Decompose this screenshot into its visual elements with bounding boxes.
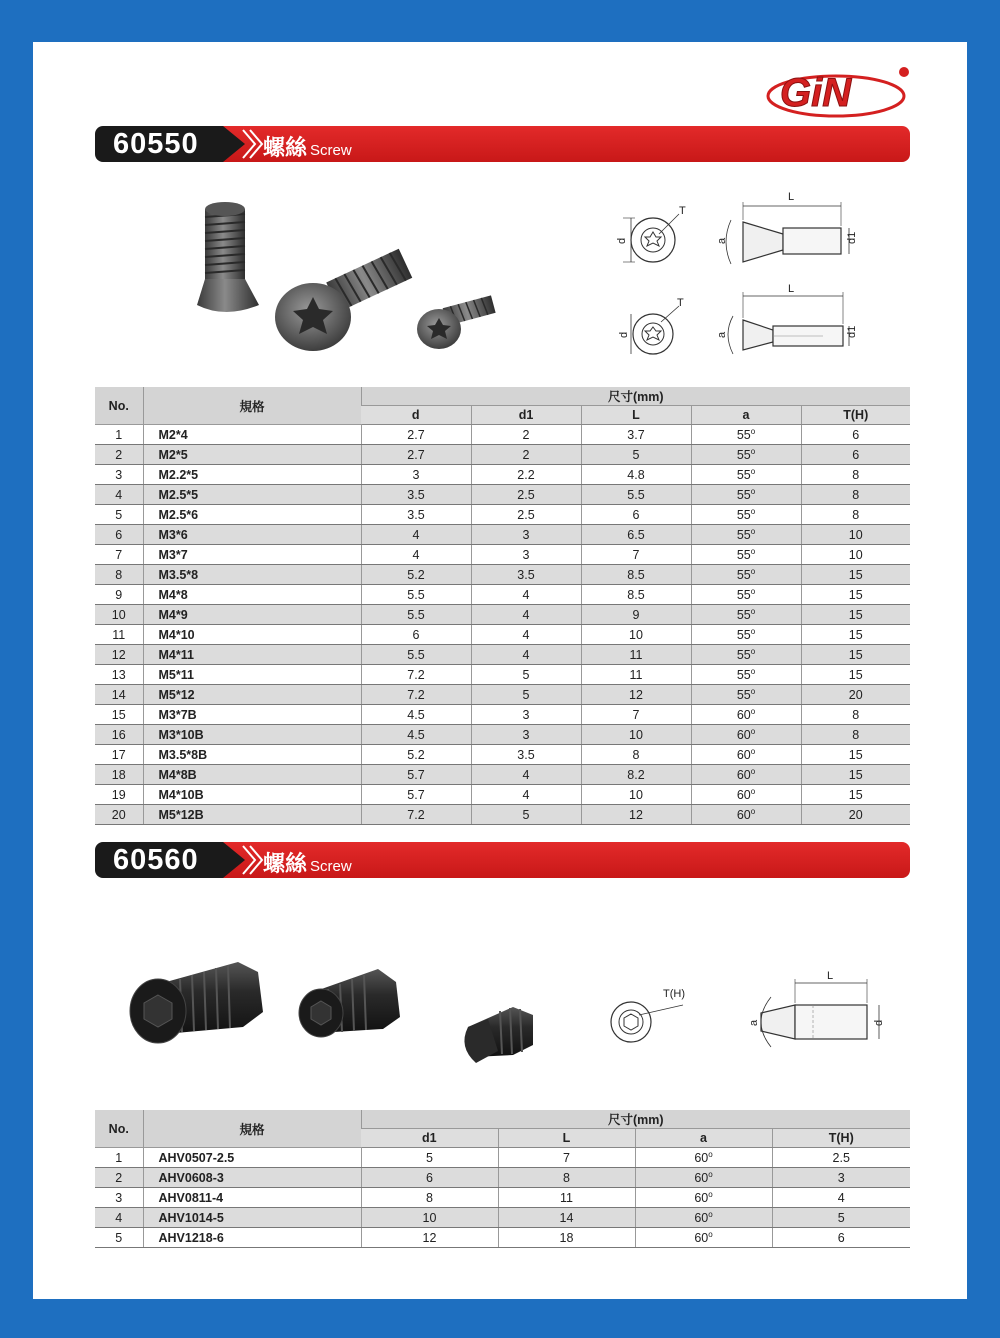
value-cell: 14 <box>498 1208 635 1228</box>
value-cell: 5 <box>581 445 691 465</box>
spec-cell: AHV1014-5 <box>143 1208 361 1228</box>
col-dimensions: 尺寸(mm) <box>361 1110 910 1129</box>
degree-symbol: o <box>750 726 756 736</box>
col-d1: d1 <box>471 406 581 425</box>
spec-table-60560 <box>95 1110 910 1248</box>
chevron-arrow-icon <box>241 126 265 162</box>
row-number: 13 <box>95 665 143 685</box>
value-cell: 4.8 <box>581 465 691 485</box>
table-row <box>95 705 910 725</box>
svg-text:a: a <box>716 237 728 244</box>
row-number: 2 <box>95 1168 143 1188</box>
angle-cell: 55$^o$ <box>691 605 801 625</box>
row-number: 19 <box>95 785 143 805</box>
value-cell: 9 <box>581 605 691 625</box>
value-cell: 4.5 <box>361 705 471 725</box>
row-number: 5 <box>95 505 143 525</box>
spec-cell: M2.2*5 <box>143 465 361 485</box>
value-cell: 15 <box>801 645 910 665</box>
table-row <box>95 465 910 485</box>
degree-symbol: o <box>708 1209 713 1219</box>
svg-text:d: d <box>618 331 630 338</box>
spec-cell: M4*10 <box>143 625 361 645</box>
svg-text:a: a <box>716 331 728 338</box>
screw-dimension-drawing <box>613 182 858 362</box>
spec-cell: M2*4 <box>143 425 361 445</box>
table-row <box>95 805 910 825</box>
svg-text:L: L <box>788 191 795 203</box>
value-cell: 8.2 <box>581 765 691 785</box>
value-cell: 3 <box>471 545 581 565</box>
col-a: a <box>691 406 801 425</box>
angle-cell: 55$^o$ <box>691 525 801 545</box>
row-number: 5 <box>95 1228 143 1248</box>
value-cell: 6 <box>772 1228 910 1248</box>
value-cell: 4 <box>471 645 581 665</box>
row-number: 3 <box>95 1188 143 1208</box>
spec-cell: M4*8 <box>143 585 361 605</box>
table-row <box>95 785 910 805</box>
value-cell: 3 <box>772 1168 910 1188</box>
degree-symbol: o <box>750 806 756 816</box>
col-a: a <box>635 1129 772 1148</box>
logo-text: GiN <box>780 71 852 115</box>
angle-cell: 60$^o$ <box>691 805 801 825</box>
value-cell: 6 <box>361 1168 498 1188</box>
degree-symbol: o <box>750 586 756 596</box>
row-number: 1 <box>95 1148 143 1168</box>
value-cell: 15 <box>801 785 910 805</box>
degree-symbol: o <box>750 766 756 776</box>
angle-cell: 55$^o$ <box>691 565 801 585</box>
angle-cell: 60$^o$ <box>691 745 801 765</box>
value-cell: 10 <box>361 1208 498 1228</box>
value-cell: 5.7 <box>361 785 471 805</box>
col-TH: T(H) <box>772 1129 910 1148</box>
value-cell: 5 <box>471 665 581 685</box>
spec-cell: AHV0608-3 <box>143 1168 361 1188</box>
value-cell: 15 <box>801 585 910 605</box>
table-row <box>95 1168 910 1188</box>
table-row <box>95 745 910 765</box>
value-cell: 10 <box>801 545 910 565</box>
table-row <box>95 445 910 465</box>
spec-cell: M2.5*5 <box>143 485 361 505</box>
svg-text:d: d <box>873 1019 885 1026</box>
value-cell: 18 <box>498 1228 635 1248</box>
value-cell: 4 <box>471 585 581 605</box>
value-cell: 8.5 <box>581 585 691 605</box>
set-screw-dimension-drawing <box>603 967 883 1067</box>
value-cell: 10 <box>581 725 691 745</box>
value-cell: 4.5 <box>361 725 471 745</box>
table-row <box>95 1228 910 1248</box>
row-number: 17 <box>95 745 143 765</box>
angle-cell: 60$^o$ <box>691 705 801 725</box>
torx-screws-photo <box>183 187 483 367</box>
value-cell: 7.2 <box>361 665 471 685</box>
degree-symbol: o <box>708 1169 713 1179</box>
angle-cell: 55$^o$ <box>691 505 801 525</box>
row-number: 8 <box>95 565 143 585</box>
col-no: No. <box>95 1110 143 1148</box>
row-number: 16 <box>95 725 143 745</box>
value-cell: 15 <box>801 665 910 685</box>
value-cell: 5.5 <box>361 585 471 605</box>
value-cell: 15 <box>801 745 910 765</box>
value-cell: 7.2 <box>361 805 471 825</box>
degree-symbol: o <box>750 666 756 676</box>
chevron-arrow-icon <box>241 842 265 878</box>
value-cell: 4 <box>471 625 581 645</box>
degree-symbol: o <box>750 686 756 696</box>
table-row <box>95 545 910 565</box>
value-cell: 3.5 <box>361 505 471 525</box>
value-cell: 5 <box>471 685 581 705</box>
degree-symbol: o <box>750 626 756 636</box>
value-cell: 2.5 <box>471 485 581 505</box>
value-cell: 8.5 <box>581 565 691 585</box>
value-cell: 7.2 <box>361 685 471 705</box>
table-row <box>95 665 910 685</box>
svg-text:d1: d1 <box>846 325 858 338</box>
angle-cell: 55$^o$ <box>691 425 801 445</box>
value-cell: 6 <box>801 425 910 445</box>
spec-cell: M4*10B <box>143 785 361 805</box>
title-en: Screw <box>310 858 352 875</box>
catalog-page <box>33 42 967 1299</box>
degree-symbol: o <box>750 526 756 536</box>
angle-cell: 55$^o$ <box>691 645 801 665</box>
spec-cell: M4*8B <box>143 765 361 785</box>
value-cell: 15 <box>801 565 910 585</box>
spec-cell: AHV1218-6 <box>143 1228 361 1248</box>
row-number: 15 <box>95 705 143 725</box>
row-number: 2 <box>95 445 143 465</box>
value-cell: 7 <box>498 1148 635 1168</box>
svg-text:a: a <box>748 1019 760 1026</box>
value-cell: 3.5 <box>471 745 581 765</box>
degree-symbol: o <box>750 746 756 756</box>
degree-symbol: o <box>750 566 756 576</box>
angle-cell: 55$^o$ <box>691 485 801 505</box>
value-cell: 2.5 <box>772 1148 910 1168</box>
table-row <box>95 1188 910 1208</box>
angle-cell: 55$^o$ <box>691 445 801 465</box>
table-row <box>95 685 910 705</box>
row-number: 18 <box>95 765 143 785</box>
degree-symbol: o <box>750 786 756 796</box>
value-cell: 2.7 <box>361 445 471 465</box>
degree-symbol: o <box>750 486 756 496</box>
angle-cell: 55$^o$ <box>691 585 801 605</box>
spec-cell: M5*12 <box>143 685 361 705</box>
value-cell: 2.5 <box>471 505 581 525</box>
degree-symbol: o <box>750 706 756 716</box>
row-number: 6 <box>95 525 143 545</box>
table-row <box>95 625 910 645</box>
value-cell: 5.2 <box>361 565 471 585</box>
spec-cell: M4*9 <box>143 605 361 625</box>
spec-cell: M3*6 <box>143 525 361 545</box>
table-row <box>95 565 910 585</box>
row-number: 3 <box>95 465 143 485</box>
svg-text:L: L <box>788 283 795 295</box>
table-row <box>95 525 910 545</box>
value-cell: 3 <box>361 465 471 485</box>
value-cell: 5.7 <box>361 765 471 785</box>
col-d: d <box>361 406 471 425</box>
value-cell: 5.5 <box>361 605 471 625</box>
value-cell: 4 <box>471 765 581 785</box>
degree-symbol: o <box>750 466 756 476</box>
value-cell: 15 <box>801 765 910 785</box>
angle-cell: 55$^o$ <box>691 685 801 705</box>
value-cell: 15 <box>801 625 910 645</box>
col-spec: 規格 <box>143 387 361 425</box>
value-cell: 4 <box>361 545 471 565</box>
angle-cell: 60$^o$ <box>635 1208 772 1228</box>
value-cell: 8 <box>361 1188 498 1208</box>
value-cell: 6 <box>801 445 910 465</box>
degree-symbol: o <box>708 1149 713 1159</box>
col-dimensions: 尺寸(mm) <box>361 387 910 406</box>
value-cell: 8 <box>498 1168 635 1188</box>
col-L: L <box>498 1129 635 1148</box>
value-cell: 3 <box>471 725 581 745</box>
spec-cell: M2.5*6 <box>143 505 361 525</box>
degree-symbol: o <box>708 1189 713 1199</box>
value-cell: 5 <box>772 1208 910 1228</box>
value-cell: 2.7 <box>361 425 471 445</box>
value-cell: 5 <box>471 805 581 825</box>
spec-cell: M3.5*8 <box>143 565 361 585</box>
value-cell: 4 <box>772 1188 910 1208</box>
spec-cell: M3*7B <box>143 705 361 725</box>
col-no: No. <box>95 387 143 425</box>
section-header-60560 <box>95 842 910 878</box>
angle-cell: 60$^o$ <box>691 785 801 805</box>
value-cell: 6 <box>581 505 691 525</box>
value-cell: 5.2 <box>361 745 471 765</box>
table-row <box>95 765 910 785</box>
svg-text:T(H): T(H) <box>663 988 685 1000</box>
row-number: 7 <box>95 545 143 565</box>
spec-cell: M3*10B <box>143 725 361 745</box>
title-zh: 螺絲 <box>263 851 308 876</box>
value-cell: 6.5 <box>581 525 691 545</box>
degree-symbol: o <box>750 546 756 556</box>
angle-cell: 55$^o$ <box>691 665 801 685</box>
row-number: 9 <box>95 585 143 605</box>
value-cell: 5.5 <box>361 645 471 665</box>
value-cell: 6 <box>361 625 471 645</box>
section-title <box>263 847 352 878</box>
set-screws-photo <box>128 937 568 1067</box>
angle-cell: 60$^o$ <box>635 1188 772 1208</box>
table-row <box>95 1208 910 1228</box>
gin-brand-logo <box>766 62 916 122</box>
value-cell: 12 <box>361 1228 498 1248</box>
value-cell: 10 <box>581 785 691 805</box>
table-row <box>95 425 910 445</box>
value-cell: 7 <box>581 705 691 725</box>
value-cell: 10 <box>581 625 691 645</box>
degree-symbol: o <box>750 506 756 516</box>
section-header-60550 <box>95 126 910 162</box>
value-cell: 11 <box>581 645 691 665</box>
spec-cell: AHV0811-4 <box>143 1188 361 1208</box>
degree-symbol: o <box>750 606 756 616</box>
degree-symbol: o <box>708 1229 713 1239</box>
value-cell: 20 <box>801 805 910 825</box>
svg-text:L: L <box>827 970 834 982</box>
value-cell: 8 <box>801 505 910 525</box>
spec-cell: AHV0507-2.5 <box>143 1148 361 1168</box>
section-title <box>263 131 352 162</box>
row-number: 12 <box>95 645 143 665</box>
value-cell: 10 <box>801 525 910 545</box>
spec-cell: M4*11 <box>143 645 361 665</box>
angle-cell: 60$^o$ <box>635 1148 772 1168</box>
value-cell: 8 <box>801 465 910 485</box>
col-TH: T(H) <box>801 406 910 425</box>
value-cell: 12 <box>581 805 691 825</box>
table-row <box>95 505 910 525</box>
product-code: 60550 <box>113 128 199 160</box>
value-cell: 12 <box>581 685 691 705</box>
value-cell: 8 <box>801 725 910 745</box>
angle-cell: 55$^o$ <box>691 465 801 485</box>
value-cell: 5 <box>361 1148 498 1168</box>
spec-cell: M3.5*8B <box>143 745 361 765</box>
svg-text:T: T <box>679 205 686 217</box>
product-code: 60560 <box>113 844 199 876</box>
row-number: 20 <box>95 805 143 825</box>
col-L: L <box>581 406 691 425</box>
value-cell: 3.5 <box>361 485 471 505</box>
table-row <box>95 1148 910 1168</box>
value-cell: 3 <box>471 525 581 545</box>
spec-table-60550 <box>95 387 910 825</box>
value-cell: 7 <box>581 545 691 565</box>
angle-cell: 60$^o$ <box>635 1168 772 1188</box>
spec-cell: M5*11 <box>143 665 361 685</box>
value-cell: 4 <box>471 785 581 805</box>
degree-symbol: o <box>750 426 756 436</box>
row-number: 4 <box>95 485 143 505</box>
spec-cell: M5*12B <box>143 805 361 825</box>
value-cell: 4 <box>471 605 581 625</box>
col-d1: d1 <box>361 1129 498 1148</box>
angle-cell: 60$^o$ <box>635 1228 772 1248</box>
angle-cell: 55$^o$ <box>691 545 801 565</box>
row-number: 1 <box>95 425 143 445</box>
svg-text:d: d <box>616 237 628 244</box>
svg-text:T: T <box>677 297 684 309</box>
value-cell: 11 <box>498 1188 635 1208</box>
value-cell: 11 <box>581 665 691 685</box>
svg-text:d1: d1 <box>846 231 858 244</box>
value-cell: 15 <box>801 605 910 625</box>
row-number: 4 <box>95 1208 143 1228</box>
degree-symbol: o <box>750 646 756 656</box>
table-row <box>95 725 910 745</box>
spec-cell: M2*5 <box>143 445 361 465</box>
table-row <box>95 605 910 625</box>
title-zh: 螺絲 <box>263 135 308 160</box>
value-cell: 5.5 <box>581 485 691 505</box>
value-cell: 2.2 <box>471 465 581 485</box>
value-cell: 2 <box>471 425 581 445</box>
title-en: Screw <box>310 142 352 159</box>
col-spec: 規格 <box>143 1110 361 1148</box>
value-cell: 8 <box>581 745 691 765</box>
value-cell: 20 <box>801 685 910 705</box>
value-cell: 3.5 <box>471 565 581 585</box>
spec-cell: M3*7 <box>143 545 361 565</box>
value-cell: 8 <box>801 705 910 725</box>
angle-cell: 60$^o$ <box>691 725 801 745</box>
value-cell: 3 <box>471 705 581 725</box>
table-row <box>95 645 910 665</box>
angle-cell: 55$^o$ <box>691 625 801 645</box>
value-cell: 3.7 <box>581 425 691 445</box>
row-number: 10 <box>95 605 143 625</box>
value-cell: 8 <box>801 485 910 505</box>
row-number: 14 <box>95 685 143 705</box>
angle-cell: 60$^o$ <box>691 765 801 785</box>
value-cell: 2 <box>471 445 581 465</box>
table-row <box>95 585 910 605</box>
degree-symbol: o <box>750 446 756 456</box>
row-number: 11 <box>95 625 143 645</box>
table-row <box>95 485 910 505</box>
value-cell: 4 <box>361 525 471 545</box>
